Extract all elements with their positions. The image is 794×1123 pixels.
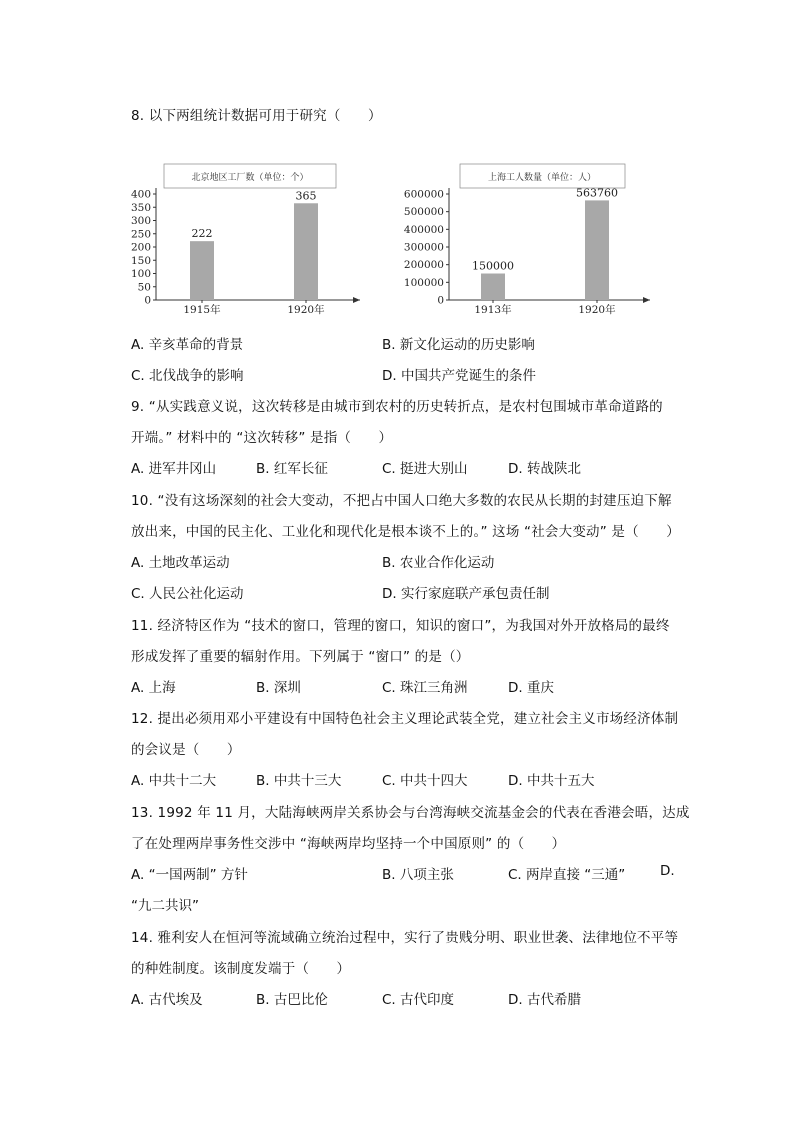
- q14-option-d[interactable]: D. 古代希腊: [508, 992, 581, 1008]
- x-tick-label: 1913年: [474, 304, 512, 316]
- q12-option-c[interactable]: C. 中共十四大: [382, 773, 468, 789]
- q12-option-b[interactable]: B. 中共十三大: [256, 773, 342, 789]
- y-tick-label: 200000: [403, 259, 444, 272]
- y-tick-label: 200: [130, 241, 151, 254]
- chart-title: 北京地区工厂数（单位：个）: [191, 173, 309, 183]
- q10-option-b[interactable]: B. 农业合作化运动: [382, 555, 495, 571]
- y-tick-label: 350: [130, 201, 151, 214]
- q14-option-c[interactable]: C. 古代印度: [382, 992, 455, 1008]
- q14-stem-line2: 的种姓制度。该制度发端于（ ）: [131, 961, 351, 977]
- y-tick-label: 100000: [403, 276, 444, 289]
- y-tick-label: 300: [130, 215, 151, 227]
- x-tick-label: 1915年: [183, 304, 221, 316]
- y-tick-label: 400000: [403, 223, 444, 236]
- x-axis-arrow: [643, 297, 650, 303]
- y-tick-label: 0: [144, 294, 151, 307]
- q11-option-b[interactable]: B. 深圳: [256, 680, 301, 696]
- y-tick-label: 300000: [403, 241, 444, 254]
- bar-value-label: 365: [295, 189, 317, 203]
- chart-shanghai-workers: [400, 160, 660, 320]
- x-axis-arrow: [353, 297, 360, 303]
- bar-value-label: 563760: [576, 186, 618, 200]
- q13-option-d-text[interactable]: “九二共识”: [131, 898, 199, 914]
- q8-option-c[interactable]: C. 北伐战争的影响: [131, 368, 244, 384]
- q12-option-a[interactable]: A. 中共十二大: [131, 773, 217, 789]
- x-tick-label: 1920年: [287, 304, 325, 316]
- q9-option-c[interactable]: C. 挺进大别山: [382, 461, 468, 477]
- q9-option-a[interactable]: A. 进军井冈山: [131, 461, 217, 477]
- y-tick-label: 600000: [403, 188, 444, 201]
- q10-stem-line2: 放出来，中国的民主化、工业化和现代化是根本谈不上的。” 这场 “社会大变动” 是（ ）: [131, 524, 680, 540]
- y-tick-label: 250: [130, 228, 151, 241]
- y-tick-label: 500000: [403, 206, 444, 219]
- q9-option-d[interactable]: D. 转战陕北: [508, 461, 581, 477]
- q11-stem-line2: 形成发挥了重要的辐射作用。下列属于 “窗口” 的是（）: [131, 649, 470, 665]
- bar-value-label: 222: [191, 227, 213, 241]
- q13-stem-line1: 13. 1992 年 11 月，大陆海峡两岸关系协会与台湾海峡交流基金会的代表在香港会晤，达成: [131, 805, 690, 821]
- q14-stem-line1: 14. 雅利安人在恒河等流域确立统治过程中，实行了贵贱分明、职业世袭、法律地位不平等: [131, 930, 679, 946]
- y-tick-label: 150: [130, 254, 151, 267]
- q9-option-b[interactable]: B. 红军长征: [256, 461, 328, 477]
- bar: [294, 203, 318, 300]
- q8-option-b[interactable]: B. 新文化运动的历史影响: [382, 337, 535, 353]
- chart-title: 上海工人数量（单位：人）: [487, 173, 597, 183]
- q9-stem-line1: 9. “从实践意义说，这次转移是由城市到农村的历史转折点，是农村包围城市革命道路的: [131, 399, 663, 415]
- q14-option-a[interactable]: A. 古代埃及: [131, 992, 203, 1008]
- q10-option-c[interactable]: C. 人民公社化运动: [131, 586, 244, 602]
- q8-option-a[interactable]: A. 辛亥革命的背景: [131, 337, 244, 353]
- q13-stem-line2: 了在处理两岸事务性交涉中 “海峡两岸均坚持一个中国原则” 的（ ）: [131, 836, 566, 852]
- q10-option-a[interactable]: A. 土地改革运动: [131, 555, 230, 571]
- q13-option-c[interactable]: C. 两岸直接 “三通”: [508, 867, 626, 883]
- q9-stem-line2: 开端。” 材料中的 “这次转移” 是指（ ）: [131, 430, 393, 446]
- q12-stem-line1: 12. 提出必须用邓小平建设有中国特色社会主义理论武装全党，建立社会主义市场经济体制: [131, 711, 679, 727]
- q12-option-d[interactable]: D. 中共十五大: [508, 773, 595, 789]
- q13-option-d[interactable]: D.: [660, 863, 675, 879]
- q13-option-a[interactable]: A. “一国两制” 方针: [131, 867, 248, 883]
- x-tick-label: 1920年: [578, 304, 616, 316]
- q13-option-b[interactable]: B. 八项主张: [382, 867, 454, 883]
- bar: [481, 274, 505, 301]
- y-tick-label: 0: [437, 294, 444, 307]
- q14-option-b[interactable]: B. 古巴比伦: [256, 992, 328, 1008]
- q11-option-c[interactable]: C. 珠江三角洲: [382, 680, 468, 696]
- q8-stem: 8. 以下两组统计数据可用于研究（ ）: [131, 108, 382, 124]
- q8-option-d[interactable]: D. 中国共产党诞生的条件: [382, 368, 536, 384]
- q12-stem-line2: 的会议是（ ）: [131, 742, 241, 758]
- bar-value-label: 150000: [472, 259, 514, 273]
- chart-beijing-factories: [130, 160, 360, 320]
- q11-stem-line1: 11. 经济特区作为 “技术的窗口，管理的窗口，知识的窗口”，为我国对外开放格局的最终: [131, 618, 670, 634]
- q11-option-d[interactable]: D. 重庆: [508, 680, 554, 696]
- bar: [585, 200, 609, 300]
- q10-stem-line1: 10. “没有这场深刻的社会大变动，不把占中国人口绝大多数的农民从长期的封建压迫下解: [131, 493, 672, 509]
- y-tick-label: 50: [137, 281, 151, 294]
- y-tick-label: 100: [130, 268, 151, 280]
- q10-option-d[interactable]: D. 实行家庭联产承包责任制: [382, 586, 550, 602]
- bar: [190, 241, 214, 300]
- y-tick-label: 400: [130, 188, 151, 201]
- q11-option-a[interactable]: A. 上海: [131, 680, 176, 696]
